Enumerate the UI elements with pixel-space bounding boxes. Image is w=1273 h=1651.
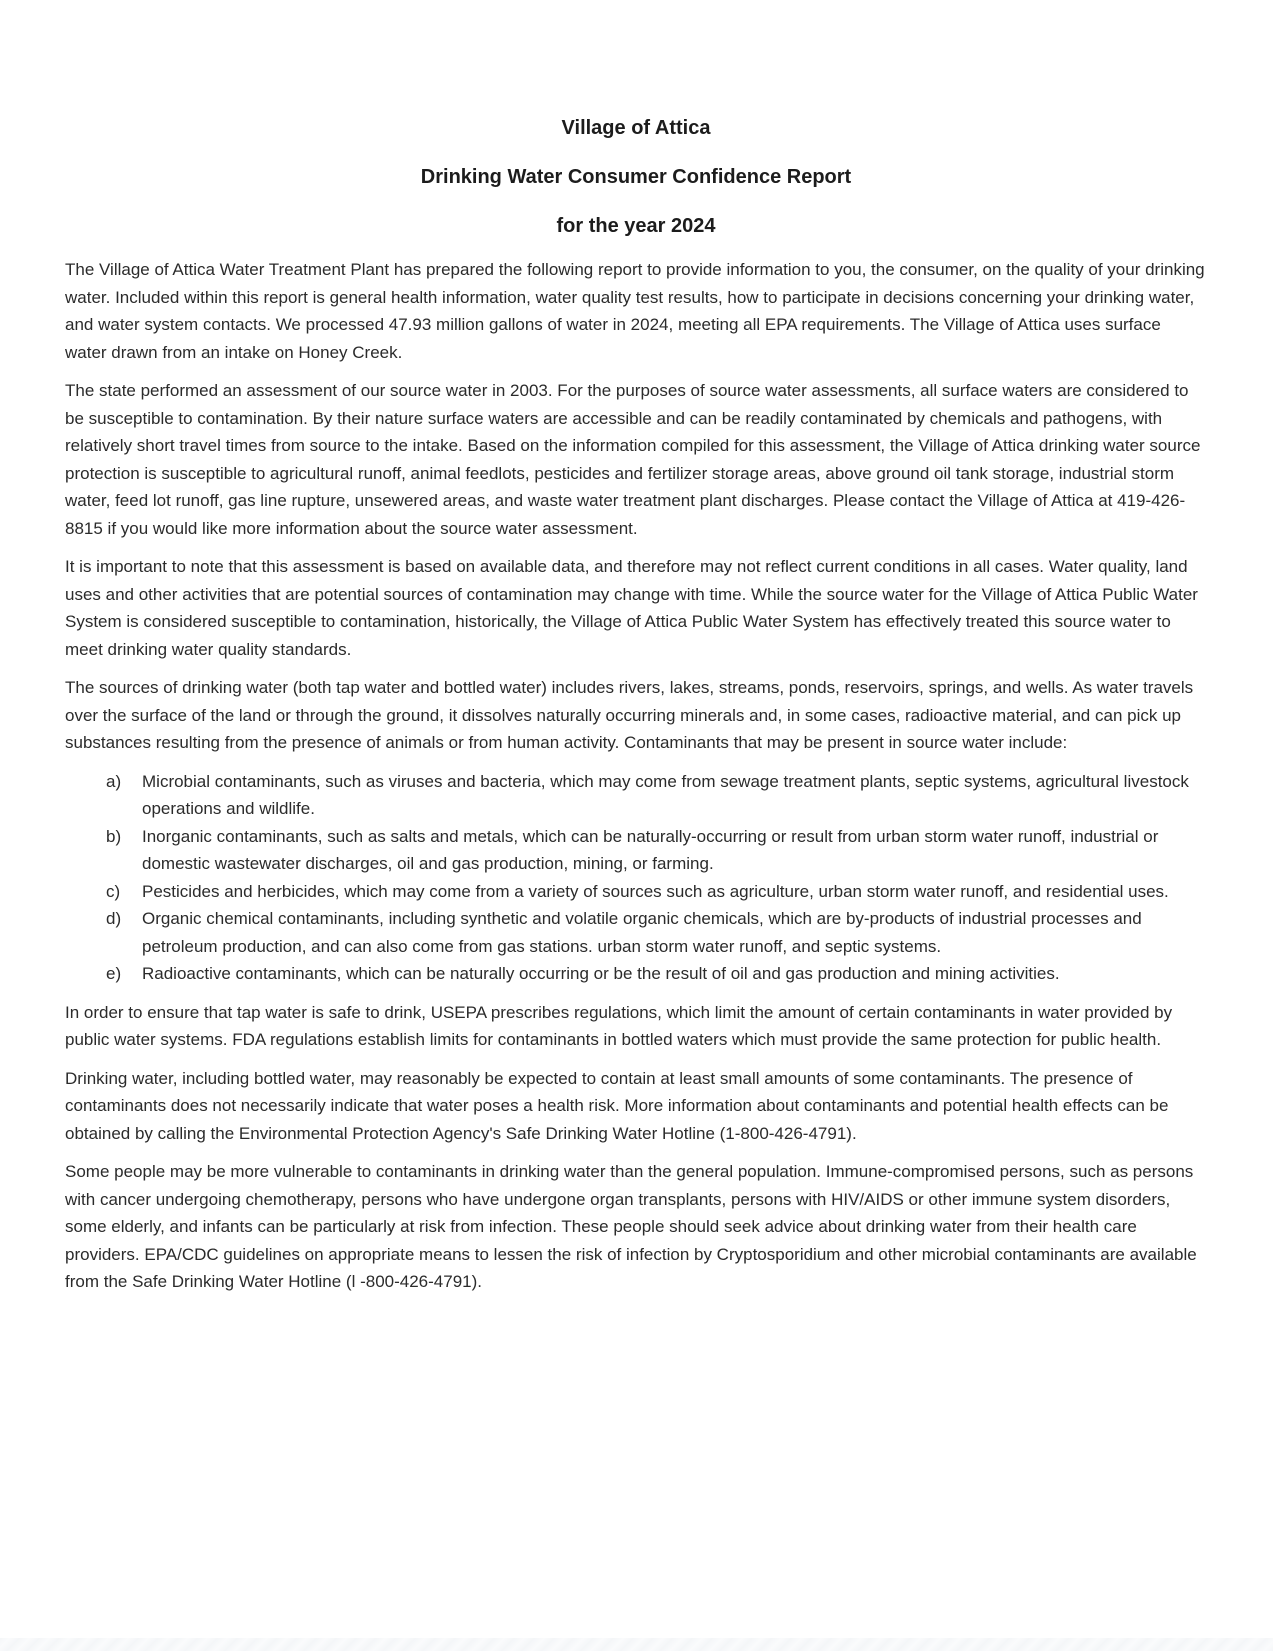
list-item-radioactive [65, 960, 1207, 988]
contaminant-list [65, 768, 1207, 988]
page-bottom-band [0, 1638, 1273, 1651]
paragraph-vulnerable-populations: Some people may be more vulnerable to contaminants in drinking water than the general population. Immune-compromised persons, such as persons with cancer undergoing chemotherapy, persons who have undergone organ transplants, persons with HIV/AIDS or other immune system disorders, some elderly, and infants can be particularly at risk from infection. These people should seek advice about drinking water from their health care providers. EPA/CDC guidelines on appropriate means to lessen the risk of infection by Cryptosporidium and other microbial contaminants are available from the Safe Drinking Water Hotline (l -800-426-4791). [65, 1162, 1197, 1291]
list-item-text: Pesticides and herbicides, which may come from a variety of sources such as agriculture, urban storm water runoff, and residential uses. [142, 881, 1169, 901]
list-item-marker: d) [106, 909, 122, 928]
paragraph-sources-of-water: The sources of drinking water (both tap water and bottled water) includes rivers, lakes, streams, ponds, reservoirs, springs, and wells. As water travels over the surface of the land or through the ground, it dissolves naturally occurring minerals and, in some cases, radioactive material, and can pick up substances resulting from the presence of animals or from human activity. Contaminants that may be present in source water include: [65, 678, 1194, 752]
report-year-line: for the year 2024 [556, 215, 716, 237]
report-title: Village of Attica [561, 117, 711, 139]
list-item-marker: a) [106, 771, 122, 791]
list-item-pesticides [65, 878, 1207, 906]
list-item-microbial [65, 768, 1207, 823]
list-item-inorganic [65, 823, 1207, 878]
list-item-marker: e) [106, 964, 122, 983]
list-item-text: Microbial contaminants, such as viruses and bacteria, which may come from sewage treatment plants, septic systems, agricultural livestock operations and wildlife. [142, 771, 1189, 818]
paragraph-contaminants-expectation: Drinking water, including bottled water, may reasonably be expected to contain at least small amounts of some contaminants. The presence of contaminants does not necessarily indicate that water poses a health risk. More information about contaminants and potential health effects can be obtained by calling the Environmental Protection Agency's Safe Drinking Water Hotline (1-800-426-4791). [65, 1068, 1169, 1143]
list-item-organic [65, 905, 1207, 960]
paragraph-regulations: In order to ensure that tap water is safe to drink, USEPA prescribes regulations, which limit the amount of certain contaminants in water provided by public water systems. FDA regulations establish limits for contaminants in bottled waters which must provide the same protection for public health. [65, 1002, 1173, 1049]
list-item-marker: b) [106, 826, 122, 846]
paragraph-intro: The Village of Attica Water Treatment Plant has prepared the following report to provide information to you, the consumer, on the quality of your drinking water. Included within this report is general health information, water quality test results, how to participate in decisions concerning your drinking water, and water system contacts. We processed 47.93 million gallons of water in 2024, meeting all EPA requirements. The Village of Attica uses surface water drawn from an intake on Honey Creek. [65, 260, 1205, 362]
report-subtitle: Drinking Water Consumer Confidence Report [420, 166, 852, 188]
list-item-text: Radioactive contaminants, which can be naturally occurring or be the result of oil and gas production and mining activities. [142, 964, 1060, 983]
list-item-text: Inorganic contaminants, such as salts and metals, which can be naturally-occurring or result from urban storm water runoff, industrial or domestic wastewater discharges, oil and gas production, mining, or farming. [142, 826, 1159, 873]
paragraph-source-assessment: The state performed an assessment of our source water in 2003. For the purposes of source water assessments, all surface waters are considered to be susceptible to contamination. By their nature surface waters are accessible and can be readily contaminated by chemicals and pathogens, with relatively short travel times from source to the intake. Based on the information compiled for this assessment, the Village of Attica drinking water source protection is susceptible to agricultural runoff, animal feedlots, pesticides and fertilizer storage areas, above ground oil tank storage, industrial storm water, feed lot runoff, gas line rupture, unsewered areas, and waste water treatment plant discharges. Please contact the Village of Attica at 419-426-8815 if you would like more information about the source water assessment. [65, 381, 1201, 538]
paragraph-assessment-note: It is important to note that this assessment is based on available data, and therefore may not reflect current conditions in all cases. Water quality, land uses and other activities that are potential sources of contamination may change with time. While the source water for the Village of Attica Public Water System is considered susceptible to contamination, historically, the Village of Attica Public Water System has effectively treated this source water to meet drinking water quality standards. [65, 557, 1198, 659]
list-item-text: Organic chemical contaminants, including synthetic and volatile organic chemicals, which are by-products of industrial processes and petroleum production, and can also come from gas stations. urban storm water runoff, and septic systems. [142, 909, 1142, 956]
list-item-marker: c) [106, 881, 121, 901]
